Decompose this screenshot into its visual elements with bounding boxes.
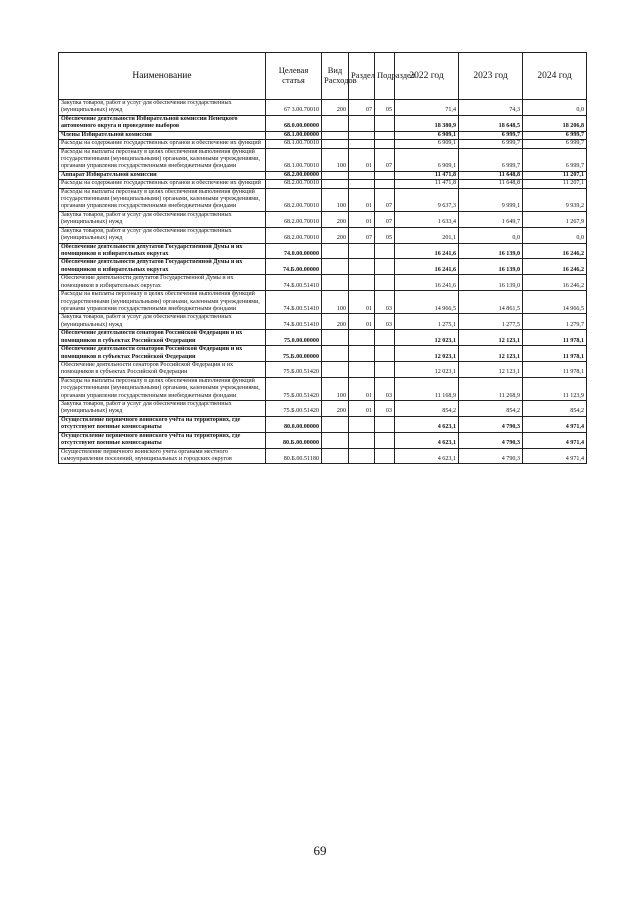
cell-expense-type	[322, 171, 349, 179]
header-2023: 2023 год	[459, 53, 523, 100]
cell-name: Закупка товаров, работ и услуг для обеспечения государственных (муниципальных) нужд	[59, 314, 266, 330]
cell-2024: 6 999,7	[523, 131, 587, 139]
cell-2022: 6 909,1	[395, 140, 459, 148]
cell-2022: 16 241,6	[395, 243, 459, 259]
table-row	[59, 131, 587, 139]
cell-section: 01	[349, 377, 375, 400]
cell-subsection: 05	[375, 100, 395, 116]
cell-2024: 11 123,9	[523, 377, 587, 400]
cell-2024: 11 978,1	[523, 346, 587, 362]
cell-name: Расходы на выплаты персоналу в целях обеспечения выполнения функций государственными (муниципальными) органами, казенными учреждениями, органами управления государственными внебюджетными фондами	[59, 148, 266, 171]
cell-target-article: 75.Б.00.51420	[266, 361, 322, 377]
cell-expense-type: 200	[322, 211, 349, 227]
cell-section	[349, 432, 375, 448]
cell-2024: 6 999,7	[523, 140, 587, 148]
table-row	[59, 100, 587, 116]
cell-expense-type: 100	[322, 188, 349, 211]
cell-target-article: 68.2.00.70010	[266, 211, 322, 227]
cell-2022: 16 241,6	[395, 275, 459, 291]
cell-2024: 854,2	[523, 401, 587, 417]
cell-2023: 16 139,0	[459, 275, 523, 291]
cell-subsection	[375, 180, 395, 188]
cell-name: Осуществление первичного воинского учёта на территориях, где отсутствуют военные комиссариаты	[59, 416, 266, 432]
cell-2024: 9 939,2	[523, 188, 587, 211]
cell-2024: 1 267,9	[523, 211, 587, 227]
cell-2022: 4 623,1	[395, 416, 459, 432]
cell-section	[349, 330, 375, 346]
cell-target-article: 80.0.00.00000	[266, 416, 322, 432]
header-target-article: Целевая статья	[266, 53, 322, 100]
cell-target-article: 75.Б.00.00000	[266, 346, 322, 362]
cell-name: Закупка товаров, работ и услуг для обеспечения государственных (муниципальных) нужд	[59, 401, 266, 417]
cell-2023: 12 123,1	[459, 361, 523, 377]
cell-expense-type: 200	[322, 100, 349, 116]
cell-section	[349, 448, 375, 464]
cell-2022: 201,1	[395, 227, 459, 243]
cell-subsection	[375, 243, 395, 259]
cell-target-article: 80.Б.00.00000	[266, 432, 322, 448]
cell-target-article: 74.Б.00.51410	[266, 314, 322, 330]
cell-expense-type	[322, 243, 349, 259]
cell-expense-type	[322, 346, 349, 362]
cell-target-article: 74.Б.00.00000	[266, 259, 322, 275]
cell-2023: 1 649,7	[459, 211, 523, 227]
cell-target-article: 67 3.00.70010	[266, 100, 322, 116]
cell-2024: 0,0	[523, 100, 587, 116]
cell-expense-type	[322, 361, 349, 377]
cell-subsection	[375, 448, 395, 464]
cell-subsection	[375, 361, 395, 377]
table-row	[59, 291, 587, 314]
cell-name: Расходы на выплаты персоналу в целях обеспечения выполнения функций государственными (муниципальными) органами, казенными учреждениями, органами управления государственными внебюджетными фондами	[59, 188, 266, 211]
cell-expense-type	[322, 259, 349, 275]
cell-target-article: 68.0.00.00000	[266, 115, 322, 131]
cell-target-article: 68.1.00.70010	[266, 140, 322, 148]
table-header-row	[59, 53, 587, 100]
cell-subsection	[375, 140, 395, 148]
table-row	[59, 346, 587, 362]
cell-name: Расходы на содержание государственных органов и обеспечение их функций	[59, 140, 266, 148]
cell-2023: 9 999,1	[459, 188, 523, 211]
cell-name: Расходы на содержание государственных органов и обеспечение их функций	[59, 180, 266, 188]
header-section: Раздел	[349, 53, 375, 100]
cell-name: Аппарат Избирательной комиссии	[59, 171, 266, 179]
header-subsection: Подраздел	[375, 53, 395, 100]
cell-section: 01	[349, 148, 375, 171]
cell-expense-type: 200	[322, 314, 349, 330]
cell-2023: 12 123,1	[459, 346, 523, 362]
cell-expense-type	[322, 131, 349, 139]
cell-section	[349, 131, 375, 139]
cell-expense-type	[322, 180, 349, 188]
cell-section	[349, 171, 375, 179]
table-row	[59, 188, 587, 211]
table-row	[59, 180, 587, 188]
cell-2023: 11 268,9	[459, 377, 523, 400]
cell-name: Расходы на выплаты персоналу в целях обеспечения выполнения функций государственными (муниципальными) органами, казенными учреждениями, органами управления государственными внебюджетными фондами	[59, 291, 266, 314]
cell-section	[349, 140, 375, 148]
cell-expense-type: 200	[322, 401, 349, 417]
cell-2024: 6 999,7	[523, 148, 587, 171]
cell-subsection	[375, 259, 395, 275]
cell-name: Члены Избирательной комиссии	[59, 131, 266, 139]
cell-section	[349, 275, 375, 291]
cell-subsection: 07	[375, 211, 395, 227]
cell-2022: 11 471,8	[395, 171, 459, 179]
cell-name: Закупка товаров, работ и услуг для обеспечения государственных (муниципальных) нужд	[59, 211, 266, 227]
cell-expense-type: 100	[322, 377, 349, 400]
cell-2022: 12 023,1	[395, 346, 459, 362]
cell-expense-type	[322, 275, 349, 291]
cell-target-article: 68.1.00.00000	[266, 131, 322, 139]
cell-section: 07	[349, 100, 375, 116]
cell-subsection: 03	[375, 291, 395, 314]
table-row	[59, 314, 587, 330]
cell-2023: 4 790,3	[459, 432, 523, 448]
cell-section	[349, 259, 375, 275]
table-row	[59, 432, 587, 448]
table-row	[59, 401, 587, 417]
cell-subsection	[375, 275, 395, 291]
table-row	[59, 243, 587, 259]
cell-subsection: 03	[375, 377, 395, 400]
cell-name: Расходы на выплаты персоналу в целях обеспечения выполнения функций государственными (муниципальными) органами, казенными учреждениями, органами управления государственными внебюджетными фондами	[59, 377, 266, 400]
header-expense-type: Вид Расходов	[322, 53, 349, 100]
cell-2023: 6 999,7	[459, 131, 523, 139]
cell-2023: 14 861,5	[459, 291, 523, 314]
cell-2024: 16 246,2	[523, 259, 587, 275]
cell-subsection	[375, 330, 395, 346]
cell-subsection: 03	[375, 401, 395, 417]
cell-name: Обеспечение деятельности сенаторов Российской Федерации и их помощников в субъектах Российской Федерации	[59, 361, 266, 377]
cell-subsection	[375, 346, 395, 362]
cell-target-article: 68.1.00.70010	[266, 148, 322, 171]
cell-expense-type	[322, 330, 349, 346]
cell-target-article: 68.2.00.70010	[266, 180, 322, 188]
cell-target-article: 80.Б.00.51180	[266, 448, 322, 464]
cell-target-article: 75.Б.00.51420	[266, 401, 322, 417]
cell-target-article: 74.Б.00.51410	[266, 291, 322, 314]
cell-2024: 14 966,5	[523, 291, 587, 314]
cell-2023: 12 123,1	[459, 330, 523, 346]
cell-target-article: 74.0.00.00000	[266, 243, 322, 259]
cell-2023: 0,0	[459, 227, 523, 243]
cell-section	[349, 115, 375, 131]
cell-2023: 18 648,5	[459, 115, 523, 131]
cell-2023: 6 999,7	[459, 148, 523, 171]
table-row	[59, 275, 587, 291]
cell-2022: 9 637,3	[395, 188, 459, 211]
table-row	[59, 115, 587, 131]
cell-2022: 4 623,1	[395, 448, 459, 464]
cell-expense-type	[322, 432, 349, 448]
cell-expense-type: 100	[322, 148, 349, 171]
cell-2023: 4 790,3	[459, 448, 523, 464]
cell-2023: 11 648,8	[459, 171, 523, 179]
cell-subsection: 03	[375, 314, 395, 330]
cell-name: Закупка товаров, работ и услуг для обеспечения государственных (муниципальных) нужд	[59, 227, 266, 243]
cell-expense-type: 100	[322, 291, 349, 314]
cell-subsection	[375, 171, 395, 179]
cell-2023: 11 648,8	[459, 180, 523, 188]
cell-expense-type	[322, 448, 349, 464]
cell-2023: 854,2	[459, 401, 523, 417]
cell-section: 07	[349, 227, 375, 243]
cell-2022: 1 275,1	[395, 314, 459, 330]
cell-2024: 4 971,4	[523, 416, 587, 432]
cell-2023: 4 790,3	[459, 416, 523, 432]
cell-2022: 12 023,1	[395, 330, 459, 346]
cell-name: Обеспечение деятельности сенаторов Российской Федерации и их помощников в субъектах Российской Федерации	[59, 330, 266, 346]
cell-2024: 18 206,8	[523, 115, 587, 131]
header-2024: 2024 год	[523, 53, 587, 100]
cell-subsection: 07	[375, 148, 395, 171]
cell-subsection	[375, 432, 395, 448]
header-2022: 2022 год	[395, 53, 459, 100]
cell-target-article: 68.2.00.70010	[266, 227, 322, 243]
cell-2024: 4 971,4	[523, 448, 587, 464]
cell-name: Обеспечение деятельности депутатов Государственной Думы и их помощников в избирательных округах	[59, 275, 266, 291]
table-body	[59, 100, 587, 464]
table-row	[59, 377, 587, 400]
table-row	[59, 227, 587, 243]
cell-expense-type: 200	[322, 227, 349, 243]
table-row	[59, 416, 587, 432]
cell-target-article: 74.Б.00.51410	[266, 275, 322, 291]
cell-name: Осуществление первичного воинского учёта на территориях, где отсутствуют военные комиссариаты	[59, 432, 266, 448]
table-row	[59, 211, 587, 227]
header-name: Наименование	[59, 53, 266, 100]
table-row	[59, 448, 587, 464]
table-row	[59, 330, 587, 346]
cell-2022: 14 966,5	[395, 291, 459, 314]
cell-2023: 74,3	[459, 100, 523, 116]
cell-section	[349, 361, 375, 377]
cell-name: Обеспечение деятельности депутатов Государственной Думы и их помощников в избирательных округах	[59, 259, 266, 275]
cell-2024: 11 207,1	[523, 171, 587, 179]
cell-expense-type	[322, 416, 349, 432]
cell-section: 01	[349, 291, 375, 314]
table-row	[59, 361, 587, 377]
cell-expense-type	[322, 140, 349, 148]
cell-2022: 6 909,1	[395, 148, 459, 171]
cell-expense-type	[322, 115, 349, 131]
table-row	[59, 171, 587, 179]
cell-2022: 16 241,6	[395, 259, 459, 275]
cell-name: Закупка товаров, работ и услуг для обеспечения государственных (муниципальных) нужд	[59, 100, 266, 116]
cell-2024: 16 246,2	[523, 275, 587, 291]
cell-target-article: 75.0.00.00000	[266, 330, 322, 346]
cell-name: Обеспечение деятельности депутатов Государственной Думы и их помощников в избирательных округах	[59, 243, 266, 259]
page-number: 69	[313, 843, 327, 858]
cell-2024: 0,0	[523, 227, 587, 243]
cell-section	[349, 416, 375, 432]
cell-2024: 4 971,4	[523, 432, 587, 448]
cell-section: 01	[349, 211, 375, 227]
cell-2022: 11 471,8	[395, 180, 459, 188]
cell-2023: 16 139,0	[459, 243, 523, 259]
cell-section: 01	[349, 314, 375, 330]
cell-2024: 11 207,1	[523, 180, 587, 188]
table-row	[59, 259, 587, 275]
cell-2022: 4 623,1	[395, 432, 459, 448]
cell-name: Обеспечение деятельности Избирательной комиссии Ненецкого автономного округа и проведение выборов	[59, 115, 266, 131]
cell-subsection	[375, 115, 395, 131]
table-row	[59, 140, 587, 148]
cell-name: Обеспечение деятельности сенаторов Российской Федерации и их помощников в субъектах Российской Федерации	[59, 346, 266, 362]
cell-2023: 6 999,7	[459, 140, 523, 148]
cell-subsection	[375, 131, 395, 139]
cell-2022: 854,2	[395, 401, 459, 417]
cell-section	[349, 243, 375, 259]
cell-2022: 71,4	[395, 100, 459, 116]
cell-subsection: 05	[375, 227, 395, 243]
table-row	[59, 148, 587, 171]
cell-2022: 18 380,9	[395, 115, 459, 131]
cell-2023: 1 277,5	[459, 314, 523, 330]
cell-2022: 11 168,9	[395, 377, 459, 400]
cell-2022: 1 633,4	[395, 211, 459, 227]
cell-target-article: 68.2.00.00000	[266, 171, 322, 179]
cell-2024: 11 978,1	[523, 361, 587, 377]
cell-2023: 16 139,0	[459, 259, 523, 275]
cell-subsection	[375, 416, 395, 432]
cell-2024: 1 279,7	[523, 314, 587, 330]
cell-2024: 16 246,2	[523, 243, 587, 259]
cell-target-article: 75.Б.00.51420	[266, 377, 322, 400]
cell-2024: 11 978,1	[523, 330, 587, 346]
cell-2022: 12 023,1	[395, 361, 459, 377]
cell-section	[349, 346, 375, 362]
cell-2022: 6 909,1	[395, 131, 459, 139]
cell-section: 01	[349, 188, 375, 211]
cell-name: Осуществление первичного воинского учета органами местного самоуправления поселений, муниципальных и городских округов	[59, 448, 266, 464]
cell-target-article: 68.2.00.70010	[266, 188, 322, 211]
cell-subsection: 07	[375, 188, 395, 211]
budget-table	[58, 52, 587, 464]
cell-section: 01	[349, 401, 375, 417]
cell-section	[349, 180, 375, 188]
